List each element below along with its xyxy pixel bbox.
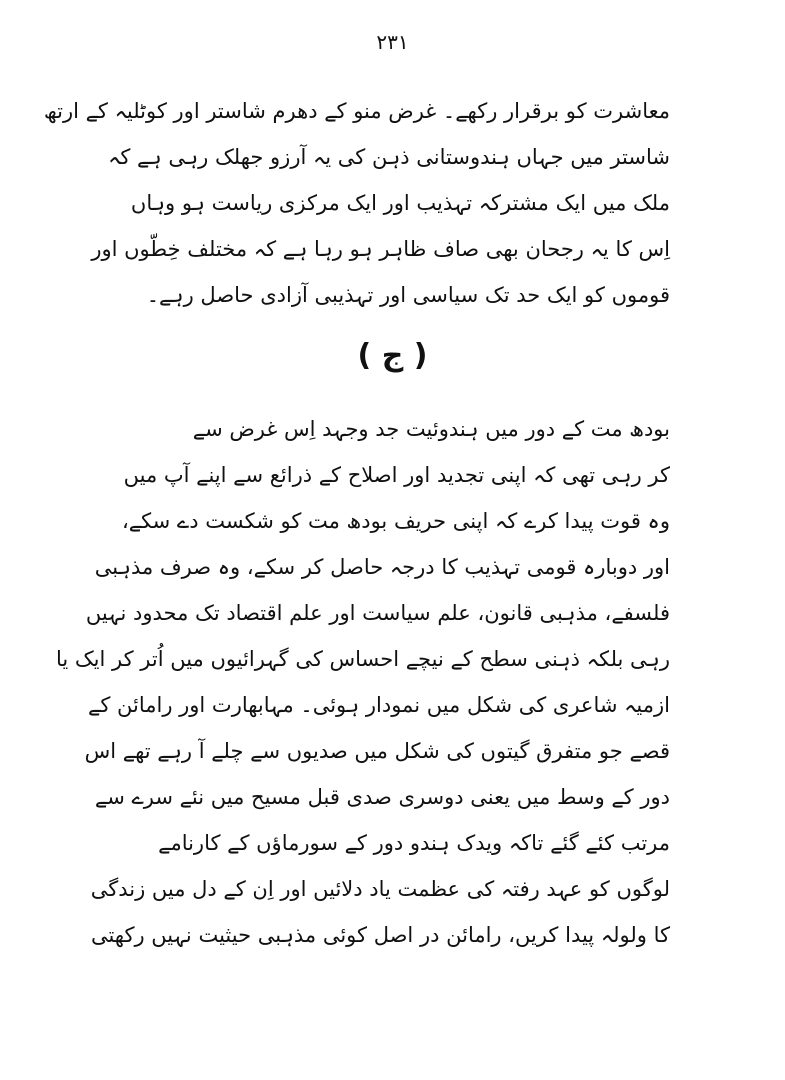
text-line: دور کے وسط میں یعنی دوسری صدی قبل مسیح میں نئے سرے سے (94, 785, 670, 809)
text-line: مرتب کئے گئے تاکہ ویدک ہندو دور کے سورماؤں کے کارنامے (158, 831, 670, 855)
text-line: لوگوں کو عہد رفتہ کی عظمت یاد دلائیں اور اِن کے دل میں زندگی (90, 877, 670, 901)
text-line: معاشرت کو برقرار رکھے۔ غرض منو کے دھرم شاستر اور کوٹلیہ کے ارتھ (43, 99, 670, 123)
section-heading: ( ج ) (357, 338, 428, 373)
text-line: کر رہی تھی کہ اپنی تجدید اور اصلاح کے ذرائع سے اپنے آپ میں (123, 463, 670, 487)
paragraph-1 (43, 88, 670, 318)
text-line: ملک میں ایک مشترکہ تہذیب اور ایک مرکزی ریاست ہو وہاں (130, 191, 670, 215)
text-line: اور دوبارہ قومی تہذیب کا درجہ حاصل کر سکے، وہ صرف مذہبی (94, 555, 670, 579)
text-line: کا ولولہ پیدا کریں، رامائن در اصل کوئی مذہبی حیثیت نہیں رکھتی (90, 923, 670, 947)
text-line: ازمیہ شاعری کی شکل میں نمودار ہوئی۔ مہابھارت اور رامائن کے (88, 693, 670, 717)
page-number: ۲۳۱ (376, 30, 409, 54)
text-line: اِس کا یہ رجحان بھی صاف ظاہر ہو رہا ہے کہ مختلف خِطّوں اور (91, 237, 670, 261)
text-line: فلسفے، مذہبی قانون، علم سیاست اور علم اقتصاد تک محدود نہیں (85, 601, 670, 625)
text-line: شاستر میں جہاں ہندوستانی ذہن کی یہ آرزو جھلک رہی ہے کہ (108, 145, 670, 169)
paragraph-2 (55, 406, 670, 958)
text-line: قوموں کو ایک حد تک سیاسی اور تہذیبی آزادی حاصل رہے۔ (146, 283, 670, 307)
text-line: وہ قوت پیدا کرے کہ اپنی حریف بودھ مت کو شکست دے سکے، (121, 509, 670, 533)
text-line: رہی بلکہ ذہنی سطح کے نیچے احساس کی گہرائیوں میں اُتر کر ایک یا (55, 647, 670, 671)
text-line: بودھ مت کے دور میں ہندوئیت جد وجہد اِس غرض سے (192, 417, 670, 441)
text-line: قصے جو متفرق گیتوں کی شکل میں صدیوں سے چلے آ رہے تھے اس (84, 739, 670, 763)
